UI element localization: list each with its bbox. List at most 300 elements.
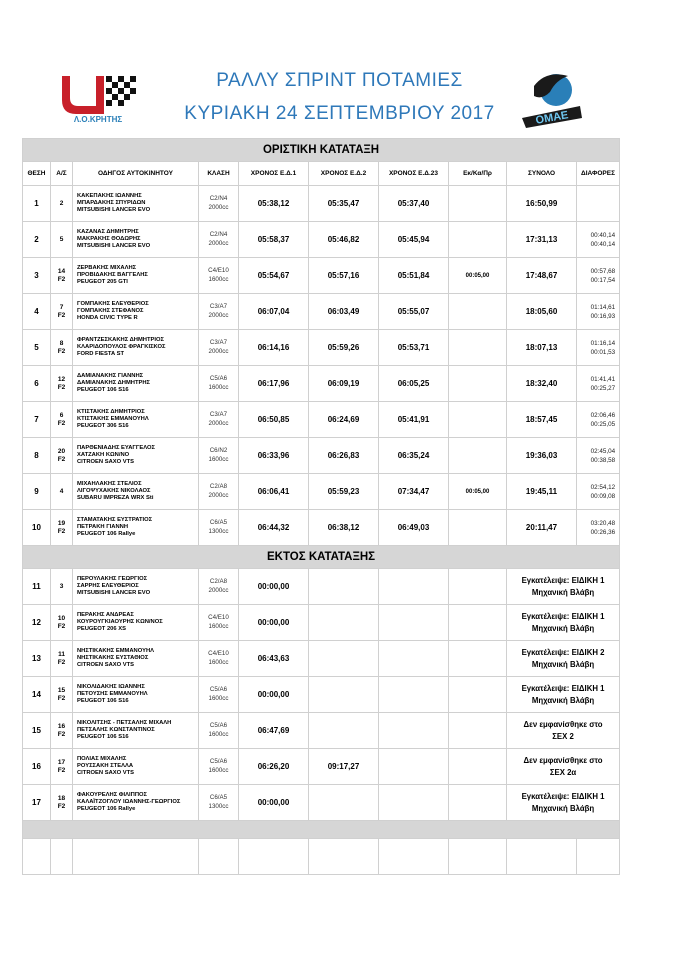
penalty-cell <box>449 713 507 749</box>
total-time <box>507 510 577 546</box>
stage2-time <box>309 713 379 749</box>
position-cell <box>23 474 51 510</box>
position-cell <box>23 366 51 402</box>
penalty-cell <box>449 186 507 222</box>
gap-to-leader: 03:20,48 <box>590 519 616 527</box>
entry-number-cell <box>51 222 73 258</box>
position-cell <box>23 569 51 605</box>
entry-number-cell <box>51 749 73 785</box>
penalty-cell <box>449 677 507 713</box>
table-row <box>23 330 620 366</box>
column-header: ΔΙΑΦΟΡΕΣ <box>577 162 620 186</box>
table-row <box>23 749 620 785</box>
class-cell <box>199 186 239 222</box>
driver-name: ΔΑΜΙΑΝΑΚΗΣ ΓΙΑΝΝΗΣ <box>77 372 144 379</box>
entry-number: 14 <box>57 267 66 275</box>
car-model: MITSUBISHI LANCER EVO <box>77 243 151 250</box>
entry-number-cell <box>51 510 73 546</box>
penalty-cell <box>449 569 507 605</box>
retirement-status <box>507 785 620 821</box>
stage3-time <box>379 222 449 258</box>
codriver-name: ΡΟΥΣΣΑΚΗ ΣΤΕΛΛΑ <box>77 762 134 769</box>
codriver-name: ΚΛΑΡΙΔΟΠΟΥΛΟΣ ΦΡΑΓΚΙΣΚΟΣ <box>77 343 166 350</box>
class-code: C6/N2 <box>209 447 228 454</box>
stage1-time <box>239 366 309 402</box>
crew-cell <box>73 749 199 785</box>
results-body <box>23 139 620 875</box>
codriver-name: ΜΠΑΡΔΑΚΗΣ ΣΠΥΡΙΔΩΝ <box>77 199 146 206</box>
status-reason: Εγκατέλειψε: ΕΙΔΙΚΗ 1 <box>521 612 605 621</box>
codriver-name: ΧΑΤΖΑΚΗ ΚΩΝ/ΝΟ <box>77 451 130 458</box>
penalty-cell <box>449 402 507 438</box>
driver-name: ΠΑΡΘΕΝΙΑΔΗΣ ΕΥΑΓΓΕΛΟΣ <box>77 444 155 451</box>
entry-number: 12 <box>57 375 66 383</box>
position-cell <box>23 713 51 749</box>
stage3-time <box>379 366 449 402</box>
time-value: 00:00,00 <box>257 690 290 699</box>
entry-category: F2 <box>57 622 66 630</box>
class-cell <box>199 510 239 546</box>
empty-band-cell <box>23 821 620 839</box>
stage3-time <box>379 330 449 366</box>
entry-number: 10 <box>57 614 66 622</box>
engine-capacity: 2000cc <box>208 419 229 427</box>
stage1-time <box>239 641 309 677</box>
position-cell <box>23 438 51 474</box>
stage2-time <box>309 785 379 821</box>
total-value: 19:45,11 <box>525 487 558 496</box>
penalty-cell <box>449 605 507 641</box>
time-value: 05:45,94 <box>397 235 430 244</box>
time-value: 05:46,82 <box>327 235 360 244</box>
codriver-name: ΠΕΤΣΑΛΗΣ ΚΩΝΣΤΑΝΤΙΝΟΣ <box>77 726 155 733</box>
penalty-cell <box>449 785 507 821</box>
crew-cell <box>73 366 199 402</box>
crew-cell <box>73 402 199 438</box>
status-reason: Δεν εμφανίσθηκε στο <box>523 756 603 765</box>
section-header-classified <box>23 139 620 162</box>
retirement-status <box>507 605 620 641</box>
driver-name: ΠΕΡΑΚΗΣ ΑΝΔΡΕΑΣ <box>77 611 134 618</box>
engine-capacity: 1600cc <box>208 622 229 630</box>
entry-number: 19 <box>57 519 66 527</box>
omae-logo-text: ΟΜΑΕ <box>534 109 570 127</box>
entry-number-cell <box>51 294 73 330</box>
class-code: C2/N4 <box>209 195 228 202</box>
driver-name: ΜΙΧΑΗΛΑΚΗΣ ΣΤΕΛΙΟΣ <box>77 480 142 487</box>
omae-logo <box>516 66 590 136</box>
table-row <box>23 605 620 641</box>
section-title: ΕΚΤΟΣ ΚΑΤΑΤΑΞΗΣ <box>23 546 620 569</box>
stage2-time <box>309 510 379 546</box>
engine-capacity: 1600cc <box>208 730 229 738</box>
car-model: PEUGEOT 306 S16 <box>77 423 129 430</box>
time-value: 00:00,00 <box>257 798 290 807</box>
entry-number-cell <box>51 402 73 438</box>
gap-to-leader: 01:14,61 <box>590 303 616 311</box>
time-value: 06:33,96 <box>257 451 290 460</box>
position-cell <box>23 258 51 294</box>
entry-number-cell <box>51 641 73 677</box>
codriver-name: ΚΟΥΡΟΥΓΚΙΑΟΥΡΗΣ ΚΩΝ/ΝΟΣ <box>77 618 163 625</box>
crew-cell <box>73 569 199 605</box>
gap-to-previous: 00:38,58 <box>590 456 616 464</box>
table-row <box>23 785 620 821</box>
entry-category: F2 <box>57 311 66 319</box>
retirement-status <box>507 677 620 713</box>
entry-number: 20 <box>57 447 66 455</box>
stage1-time <box>239 605 309 641</box>
entry-number: 7 <box>59 303 64 311</box>
section-header-unclassified <box>23 546 620 569</box>
class-code: C4/E10 <box>208 650 229 657</box>
crew-cell <box>73 474 199 510</box>
entry-number: 11 <box>58 650 65 658</box>
stage2-time <box>309 222 379 258</box>
time-value: 05:41,91 <box>397 415 430 424</box>
stage1-time <box>239 402 309 438</box>
status-detail: Μηχανική Βλάβη <box>531 623 595 633</box>
class-code: C3/A7 <box>209 411 228 418</box>
class-code: C5/A6 <box>209 686 228 693</box>
entry-number: 2 <box>59 199 64 207</box>
time-value: 07:34,47 <box>397 487 430 496</box>
position: 1 <box>34 199 39 208</box>
crew-cell <box>73 713 199 749</box>
stage3-time <box>379 749 449 785</box>
crew-cell <box>73 438 199 474</box>
crew-cell <box>73 785 199 821</box>
total-time <box>507 330 577 366</box>
class-cell <box>199 474 239 510</box>
engine-capacity: 2000cc <box>208 586 229 594</box>
total-value: 18:07,13 <box>525 343 558 352</box>
entry-category: F2 <box>57 347 66 355</box>
total-value: 18:32,40 <box>525 379 558 388</box>
stage1-time <box>239 713 309 749</box>
stage3-time <box>379 605 449 641</box>
entry-number-cell <box>51 713 73 749</box>
class-cell <box>199 330 239 366</box>
time-value: 06:44,32 <box>257 523 290 532</box>
empty-cell <box>73 839 199 875</box>
total-value: 17:31,13 <box>525 235 558 244</box>
codriver-name: ΠΡΟΒΙΔΑΚΗΣ ΒΑΓΓΕΛΗΣ <box>77 271 148 278</box>
driver-name: ΝΙΚΟΛΙΔΑΚΗΣ ΙΩΑΝΝΗΣ <box>77 683 145 690</box>
class-code: C2/A8 <box>209 483 228 490</box>
stage1-time <box>239 474 309 510</box>
empty-cell <box>379 839 449 875</box>
total-time <box>507 294 577 330</box>
position-cell <box>23 186 51 222</box>
time-value: 05:57,16 <box>327 271 360 280</box>
empty-cell <box>239 839 309 875</box>
stage2-time <box>309 749 379 785</box>
crew-cell <box>73 186 199 222</box>
entry-category: F2 <box>57 802 66 810</box>
codriver-name: ΔΑΜΙΑΝΑΚΗΣ ΔΗΜΗΤΡΗΣ <box>77 379 151 386</box>
stage1-time <box>239 677 309 713</box>
class-cell <box>199 258 239 294</box>
time-value: 06:05,25 <box>397 379 430 388</box>
position-cell <box>23 785 51 821</box>
penalty-cell <box>449 438 507 474</box>
retirement-status <box>507 641 620 677</box>
position: 8 <box>34 451 39 460</box>
class-cell <box>199 402 239 438</box>
table-row <box>23 402 620 438</box>
crew-cell <box>73 330 199 366</box>
time-value: 06:35,24 <box>397 451 430 460</box>
column-header: ΟΔΗΓΟΣ ΑΥΤΟΚΙΝΗΤΟΥ <box>73 162 199 186</box>
total-time <box>507 438 577 474</box>
stage3-time <box>379 510 449 546</box>
stage2-time <box>309 366 379 402</box>
entry-category: F2 <box>57 383 66 391</box>
codriver-name: ΚΑΛΑΪΤΖΟΓΛΟΥ ΙΩΑΝΝΗΣ-ΓΕΩΡΓΙΟΣ <box>77 798 181 805</box>
status-reason: Εγκατέλειψε: ΕΙΔΙΚΗ 2 <box>521 648 605 657</box>
class-cell <box>199 713 239 749</box>
crew-cell <box>73 641 199 677</box>
driver-name: ΖΕΡΒΑΚΗΣ ΜΙΧΑΛΗΣ <box>77 264 137 271</box>
gap-to-previous: 00:01,53 <box>590 348 616 356</box>
car-model: PEUGEOT 205 GTI <box>77 279 128 286</box>
column-header: Εκ/Κα/Πρ <box>449 162 507 186</box>
stage3-time <box>379 258 449 294</box>
class-code: C4/E10 <box>208 614 229 621</box>
difference-cell <box>577 366 620 402</box>
event-title: ΡΑΛΛΥ ΣΠΡΙΝΤ ΠΟΤΑΜΙΕΣ <box>216 70 463 91</box>
table-row <box>23 569 620 605</box>
engine-capacity: 1600cc <box>208 694 229 702</box>
column-header: ΚΛΑΣΗ <box>199 162 239 186</box>
time-value: 06:03,49 <box>327 307 360 316</box>
class-cell <box>199 605 239 641</box>
total-value: 20:11,47 <box>525 523 558 532</box>
stage1-time <box>239 330 309 366</box>
driver-name: ΠΟΛΙΑΣ ΜΙΧΑΛΗΣ <box>77 755 127 762</box>
position: 14 <box>32 690 41 699</box>
position-cell <box>23 641 51 677</box>
gap-to-previous: 00:40,14 <box>590 240 616 248</box>
position: 4 <box>34 307 39 316</box>
engine-capacity: 1600cc <box>208 658 229 666</box>
column-header: ΧΡΟΝΟΣ Ε.Δ.1 <box>239 162 309 186</box>
status-detail: ΣΕΧ 2 <box>552 731 574 741</box>
total-time <box>507 186 577 222</box>
time-value: 00:00,00 <box>257 618 290 627</box>
gap-to-previous: 00:25,05 <box>590 420 616 428</box>
entry-number: 6 <box>59 411 64 419</box>
class-code: C2/A8 <box>209 578 228 585</box>
empty-row <box>23 839 620 875</box>
car-model: CITROEN SAXO VTS <box>77 459 135 466</box>
entry-number-cell <box>51 366 73 402</box>
time-value: 05:35,47 <box>327 199 360 208</box>
car-model: SUBARU IMPREZA WRX Sti <box>77 495 154 502</box>
car-model: PEUGEOT 106 S16 <box>77 698 129 705</box>
stage2-time <box>309 258 379 294</box>
codriver-name: ΓΟΜΠΑΚΗΣ ΣΤΕΦΑΝΟΣ <box>77 307 144 314</box>
engine-capacity: 1600cc <box>208 383 229 391</box>
class-cell <box>199 785 239 821</box>
total-time <box>507 402 577 438</box>
total-value: 17:48,67 <box>525 271 558 280</box>
stage2-time <box>309 474 379 510</box>
time-value: 05:54,67 <box>257 271 290 280</box>
gap-to-leader: 02:54,12 <box>590 483 616 491</box>
penalty-value: 00:05,00 <box>465 272 490 279</box>
stage2-time <box>309 294 379 330</box>
penalty-cell <box>449 258 507 294</box>
time-value: 05:37,40 <box>397 199 430 208</box>
position: 17 <box>32 798 41 807</box>
penalty-cell <box>449 641 507 677</box>
gap-to-previous: 00:09,08 <box>590 492 616 500</box>
status-detail: ΣΕΧ 2α <box>549 767 577 777</box>
table-row <box>23 186 620 222</box>
entry-number-cell <box>51 330 73 366</box>
table-row <box>23 294 620 330</box>
entry-number: 8 <box>59 339 64 347</box>
stage3-time <box>379 713 449 749</box>
penalty-cell <box>449 330 507 366</box>
gap-to-leader: 00:40,14 <box>590 231 616 239</box>
stage3-time <box>379 402 449 438</box>
penalty-cell <box>449 749 507 785</box>
stage1-time <box>239 222 309 258</box>
crew-cell <box>73 222 199 258</box>
status-reason: Δεν εμφανίσθηκε στο <box>523 720 603 729</box>
total-value: 18:57,45 <box>525 415 558 424</box>
driver-name: ΦΡΑΝΤΖΕΣΚΑΚΗΣ ΔΗΜΗΤΡΙΟΣ <box>77 336 164 343</box>
stage2-time <box>309 641 379 677</box>
crew-cell <box>73 677 199 713</box>
column-header: ΧΡΟΝΟΣ Ε.Δ.23 <box>379 162 449 186</box>
position-cell <box>23 222 51 258</box>
time-value: 06:47,69 <box>257 726 290 735</box>
class-code: C4/E10 <box>208 267 229 274</box>
entry-number-cell <box>51 258 73 294</box>
car-model: HONDA CIVIC TYPE R <box>77 315 138 322</box>
entry-category: F2 <box>57 527 66 535</box>
column-header: Α/Σ <box>51 162 73 186</box>
entry-category: F2 <box>57 730 66 738</box>
car-model: PEUGEOT 206 XS <box>77 626 126 633</box>
stage1-time <box>239 749 309 785</box>
driver-name: ΓΟΜΠΑΚΗΣ ΕΛΕΥΘΕΡΙΟΣ <box>77 300 149 307</box>
gap-to-previous: 00:17,54 <box>590 276 616 284</box>
class-code: C3/A7 <box>209 339 228 346</box>
empty-cell <box>199 839 239 875</box>
time-value: 06:43,63 <box>257 654 290 663</box>
crew-cell <box>73 294 199 330</box>
penalty-value: 00:05,00 <box>465 488 490 495</box>
section-title: ΟΡΙΣΤΙΚΗ ΚΑΤΑΤΑΞΗ <box>23 139 620 162</box>
event-date: ΚΥΡΙΑΚΗ 24 ΣΕΠΤΕΜΒΡΙΟΥ 2017 <box>184 103 495 124</box>
position: 12 <box>32 618 41 627</box>
stage1-time <box>239 510 309 546</box>
class-cell <box>199 294 239 330</box>
entry-category: F2 <box>57 419 66 427</box>
results-table <box>22 138 620 875</box>
time-value: 06:24,69 <box>327 415 360 424</box>
driver-name: ΠΕΡΟΥΛΑΚΗΣ ΓΕΩΡΓΙΟΣ <box>77 575 148 582</box>
total-time <box>507 222 577 258</box>
gap-to-leader: 01:16,14 <box>590 339 616 347</box>
crew-cell <box>73 605 199 641</box>
entry-number: 4 <box>59 487 64 495</box>
entry-number-cell <box>51 569 73 605</box>
entry-number: 16 <box>57 722 66 730</box>
empty-cell <box>577 839 620 875</box>
gap-to-leader: 01:41,41 <box>590 375 616 383</box>
codriver-name: ΠΕΤΟΥΣΗΣ ΕΜΜΑΝΟΥΗΛ <box>77 690 148 697</box>
class-code: C5/A6 <box>209 722 228 729</box>
entry-number-cell <box>51 677 73 713</box>
difference-cell <box>577 294 620 330</box>
position: 13 <box>32 654 41 663</box>
driver-name: ΣΤΑΜΑΤΑΚΗΣ ΕΥΣΤΡΑΤΙΟΣ <box>77 516 153 523</box>
table-row <box>23 641 620 677</box>
difference-cell <box>577 330 620 366</box>
position: 11 <box>32 582 41 591</box>
stage2-time <box>309 330 379 366</box>
engine-capacity: 2000cc <box>208 347 229 355</box>
engine-capacity: 1600cc <box>208 275 229 283</box>
time-value: 06:07,04 <box>257 307 290 316</box>
status-detail: Μηχανική Βλάβη <box>531 659 595 669</box>
car-model: CITROEN SAXO VTS <box>77 662 135 669</box>
total-value: 19:36,03 <box>525 451 558 460</box>
stage3-time <box>379 474 449 510</box>
time-value: 06:26,83 <box>327 451 360 460</box>
engine-capacity: 2000cc <box>208 203 229 211</box>
codriver-name: ΝΗΣΤΙΚΑΚΗΣ ΕΥΣΤΑΘΙΟΣ <box>77 654 149 661</box>
difference-cell <box>577 510 620 546</box>
position: 5 <box>34 343 39 352</box>
driver-name: ΚΑΚΕΠΑΚΗΣ ΙΩΑΝΝΗΣ <box>77 192 142 199</box>
engine-capacity: 2000cc <box>208 239 229 247</box>
entry-number-cell <box>51 785 73 821</box>
column-header: ΣΥΝΟΛΟ <box>507 162 577 186</box>
driver-name: ΦΑΚΟΥΡΕΛΗΣ ΦΙΛΙΠΠΟΣ <box>77 791 148 798</box>
status-reason: Εγκατέλειψε: ΕΙΔΙΚΗ 1 <box>521 576 605 585</box>
difference-cell <box>577 186 620 222</box>
difference-cell <box>577 438 620 474</box>
class-cell <box>199 438 239 474</box>
codriver-name: ΜΑΚΡΑΚΗΣ ΘΟΔΩΡΗΣ <box>77 235 141 242</box>
entry-number-cell <box>51 438 73 474</box>
class-code: C5/A6 <box>209 758 228 765</box>
car-model: CITROEN SAXO VTS <box>77 770 135 777</box>
difference-cell <box>577 402 620 438</box>
car-model: PEUGEOT 106 Rallye <box>77 531 136 538</box>
time-value: 06:49,03 <box>397 523 430 532</box>
driver-name: ΚΤΙΣΤΑΚΗΣ ΔΗΜΗΤΡΙΟΣ <box>77 408 145 415</box>
class-cell <box>199 366 239 402</box>
engine-capacity: 1600cc <box>208 455 229 463</box>
time-value: 05:55,07 <box>397 307 430 316</box>
time-value: 06:14,16 <box>257 343 290 352</box>
table-row <box>23 474 620 510</box>
column-header: ΧΡΟΝΟΣ Ε.Δ.2 <box>309 162 379 186</box>
gap-to-leader: 00:57,68 <box>590 267 616 275</box>
engine-capacity: 2000cc <box>208 491 229 499</box>
column-headers <box>23 162 620 186</box>
codriver-name: ΚΤΙΣΤΑΚΗΣ ΕΜΜΑΝΟΥΗΛ <box>77 415 149 422</box>
total-value: 16:50,99 <box>525 199 558 208</box>
